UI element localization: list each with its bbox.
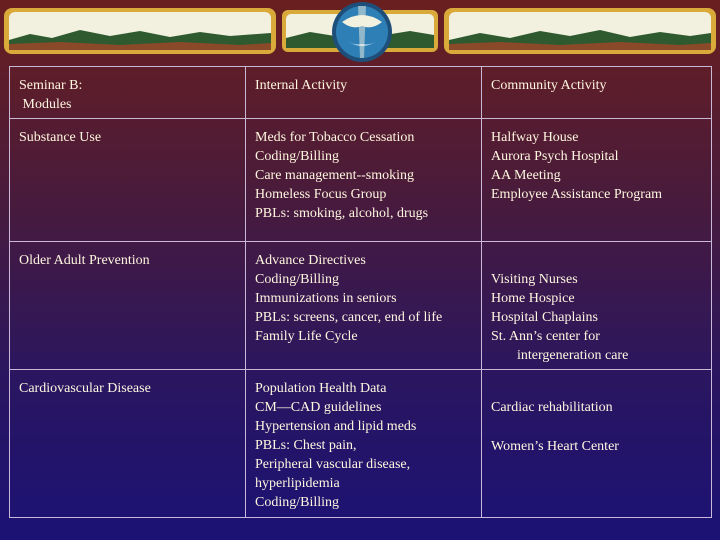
header-internal-cell	[246, 67, 482, 119]
list-item: Coding/Billing	[255, 149, 340, 164]
community-activity-cell	[482, 242, 712, 370]
header-modules-cell	[10, 67, 246, 119]
list-item: Coding/Billing	[255, 495, 340, 510]
list-item: Homeless Focus Group	[255, 187, 387, 202]
decorative-banner	[0, 0, 720, 64]
community-activity-cell	[482, 370, 712, 518]
list-item: Immunizations in seniors	[255, 291, 397, 306]
header-internal-label: Internal Activity	[255, 78, 348, 93]
list-item: Home Hospice	[491, 291, 575, 306]
list-item: Halfway House	[491, 130, 579, 145]
list-item: Care management--smoking	[255, 168, 415, 183]
community-activity-cell	[482, 119, 712, 242]
internal-activity-cell	[246, 242, 482, 370]
list-item: Meds for Tobacco Cessation	[255, 130, 415, 145]
list-item: Coding/Billing	[255, 272, 340, 287]
list-item: Family Life Cycle	[255, 329, 358, 344]
list-item: St. Ann’s center for	[491, 329, 600, 344]
table-row	[10, 370, 712, 518]
internal-activity-cell	[246, 370, 482, 518]
list-item: Advance Directives	[255, 253, 366, 268]
list-item: Population Health Data	[255, 381, 387, 396]
list-item: Hypertension and lipid meds	[255, 419, 417, 434]
list-item: intergeneration care	[517, 348, 629, 363]
list-item: AA Meeting	[491, 168, 561, 183]
list-item: Women’s Heart Center	[491, 439, 619, 454]
list-item: PBLs: Chest pain,	[255, 438, 357, 453]
list-item: PBLs: screens, cancer, end of life	[255, 310, 443, 325]
row-title-cell	[10, 119, 246, 242]
list-item: Cardiac rehabilitation	[491, 400, 613, 415]
row-title-cell	[10, 242, 246, 370]
list-item: Hospital Chaplains	[491, 310, 598, 325]
header-community-cell	[482, 67, 712, 119]
table-row	[10, 119, 712, 242]
row-title: Cardiovascular Disease	[19, 381, 151, 396]
list-item: Peripheral vascular disease,	[255, 457, 411, 472]
list-item: Aurora Psych Hospital	[491, 149, 619, 164]
seminar-modules-table	[9, 66, 712, 518]
list-item: Visiting Nurses	[491, 272, 578, 287]
row-title: Substance Use	[19, 130, 102, 145]
globe-emblem-icon	[332, 2, 392, 62]
table-header-row	[10, 67, 712, 119]
list-item: hyperlipidemia	[255, 476, 340, 491]
row-title: Older Adult Prevention	[19, 253, 150, 268]
internal-activity-cell	[246, 119, 482, 242]
header-community-label: Community Activity	[491, 78, 607, 93]
header-modules-line1: Seminar B:	[19, 78, 83, 93]
list-item: Employee Assistance Program	[491, 187, 663, 202]
row-title-cell	[10, 370, 246, 518]
header-modules-line2: Modules	[19, 97, 72, 112]
table-row	[10, 242, 712, 370]
right-banner-panel	[444, 8, 716, 54]
list-item: CM—CAD guidelines	[255, 400, 382, 415]
left-banner-panel	[4, 8, 276, 54]
list-item: PBLs: smoking, alcohol, drugs	[255, 206, 429, 221]
